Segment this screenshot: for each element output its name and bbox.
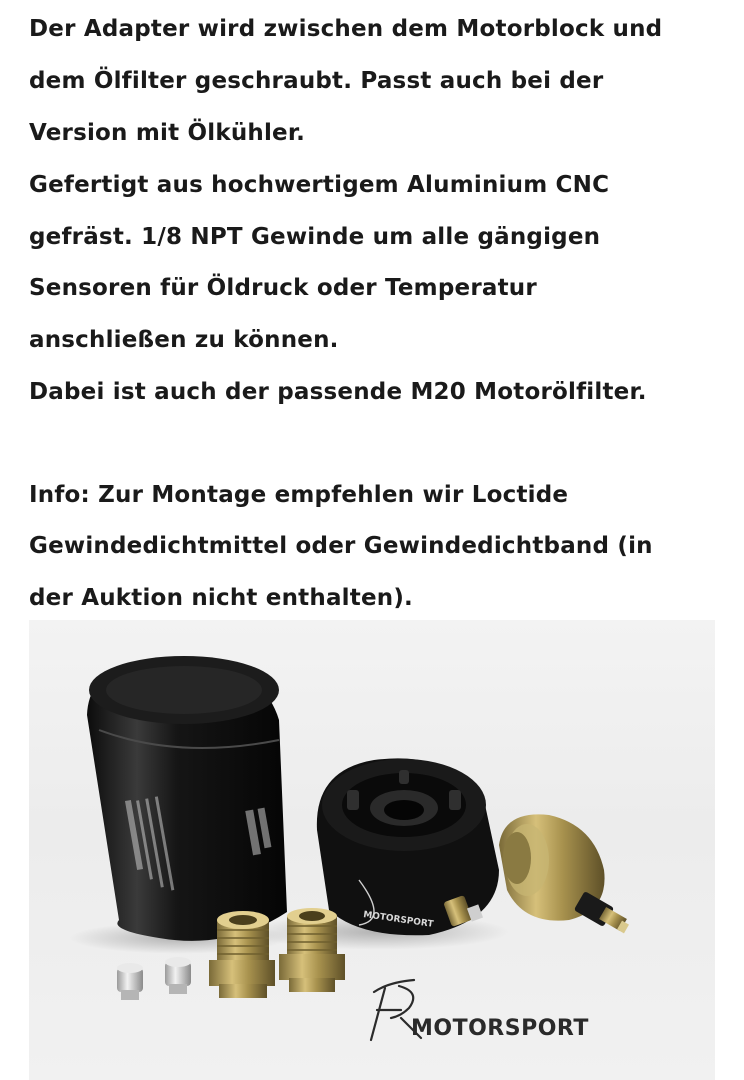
adapter-brand-label: MOTORSPORT bbox=[362, 910, 435, 930]
description-line-5: gefräst. 1/8 NPT Gewinde um alle gängigen bbox=[29, 224, 601, 250]
description-line-6: Sensoren für Öldruck oder Temperatur bbox=[29, 275, 537, 301]
description-line-1: Der Adapter wird zwischen dem Motorblock und bbox=[29, 16, 663, 42]
pressure-sensor bbox=[499, 814, 629, 933]
brass-fitting-left bbox=[209, 911, 275, 998]
info-line-1: Info: Zur Montage empfehlen wir Loctide bbox=[29, 482, 569, 508]
brass-fitting-right bbox=[279, 908, 345, 992]
oil-filter bbox=[87, 656, 287, 941]
aluminium-plug-left bbox=[117, 963, 143, 1000]
aluminium-plug-right bbox=[165, 957, 191, 994]
description-line-3: Version mit Ölkühler. bbox=[29, 120, 306, 146]
brand-logo bbox=[371, 980, 589, 1041]
description-line-7: anschließen zu können. bbox=[29, 327, 339, 353]
description-line-2: dem Ölfilter geschraubt. Passt auch bei der bbox=[29, 68, 604, 94]
info-line-3: der Auktion nicht enthalten). bbox=[29, 585, 413, 611]
product-photo bbox=[29, 620, 715, 1080]
description-line-4: Gefertigt aus hochwertigem Aluminium CNC bbox=[29, 172, 610, 198]
description-line-8: Dabei ist auch der passende M20 Motorölfilter. bbox=[29, 379, 647, 405]
product-illustration bbox=[29, 620, 715, 1080]
brand-logo-text: MOTORSPORT bbox=[411, 1016, 589, 1041]
info-line-2: Gewindedichtmittel oder Gewindedichtband (in bbox=[29, 533, 653, 559]
